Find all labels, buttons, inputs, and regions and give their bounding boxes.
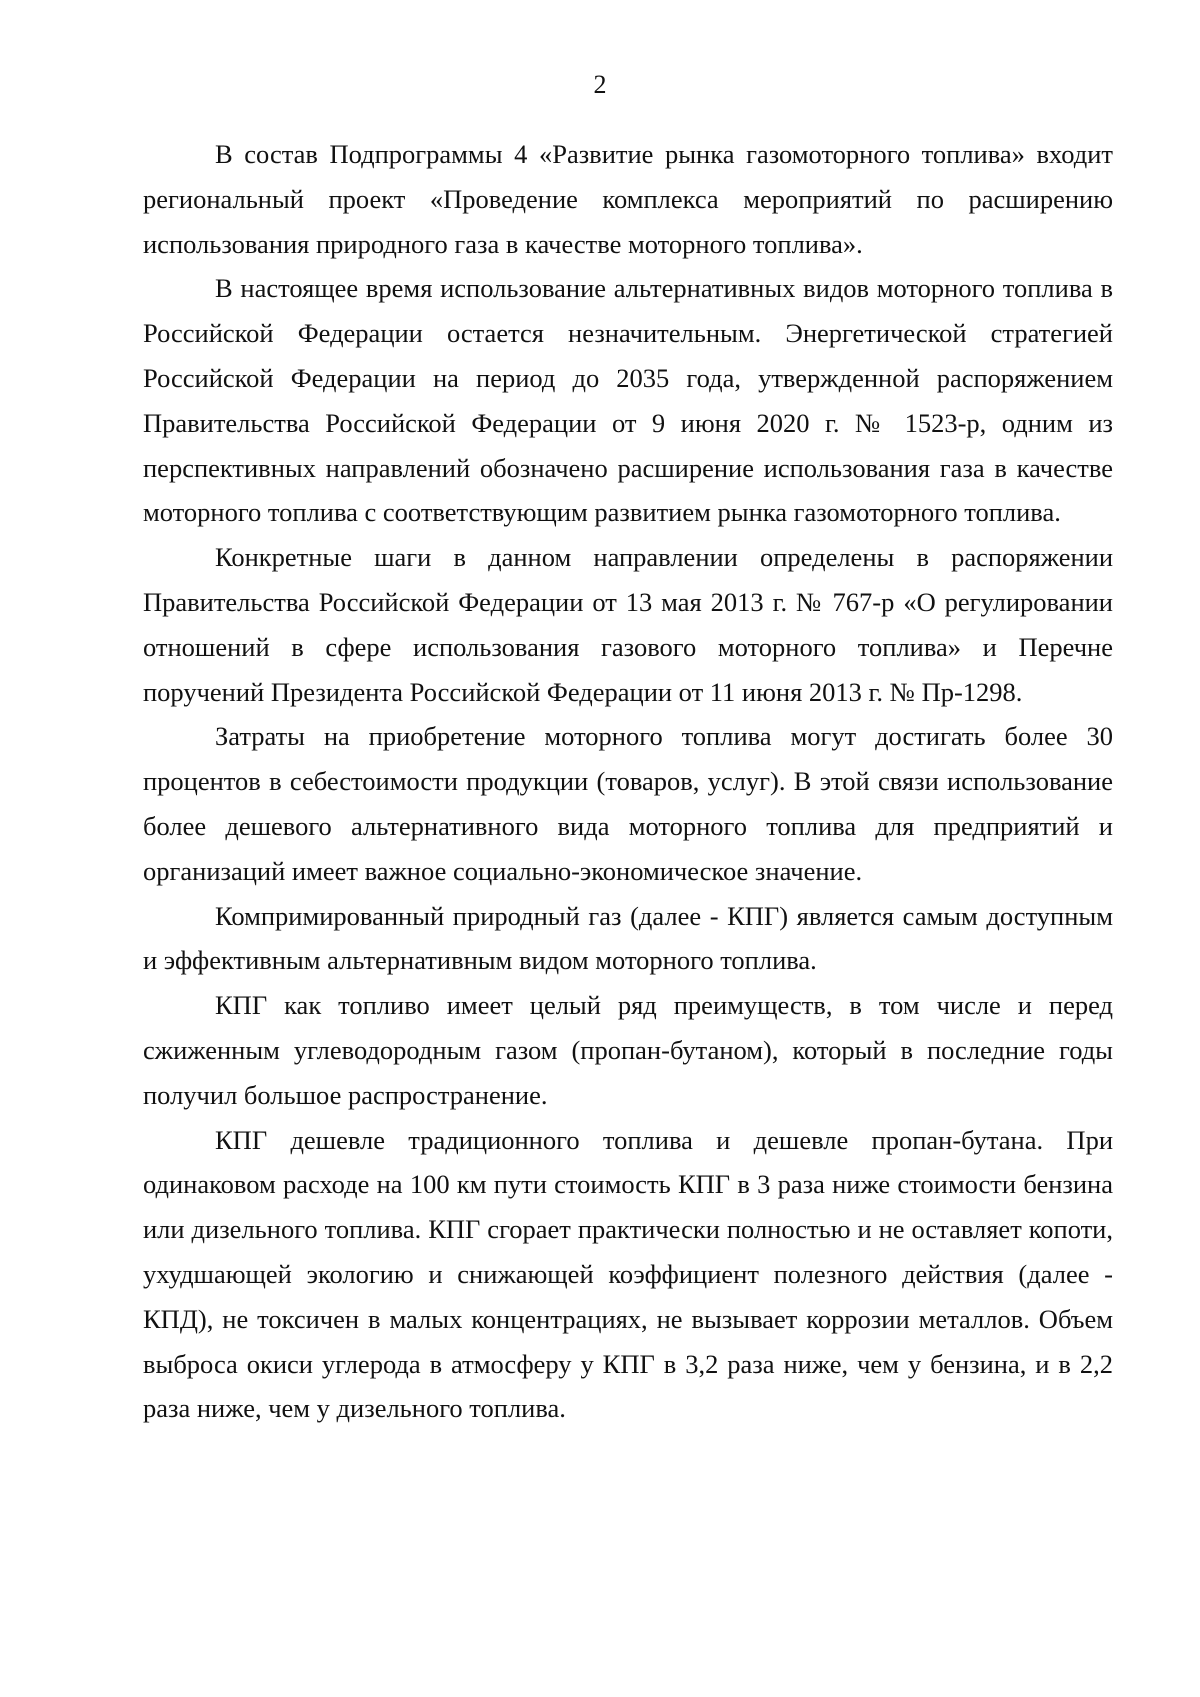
paragraph-subprogram-composition: В состав Подпрограммы 4 «Развитие рынка газомоторного топлива» входит региональный проект «Проведение комплекса мероприятий по расширению использования природного газа в качестве моторного топлива». (143, 139, 1113, 259)
paragraph-fuel-costs: Затраты на приобретение моторного топлива могут достигать более 30 процентов в себестоимости продукции (товаров, услуг). В этой связи использование более дешевого альтернативного вида моторного топлива для предприятий и организаций имеет важное социально-экономическое значение. (143, 721, 1113, 886)
document-body (143, 132, 1113, 1431)
page-number: 2 (593, 70, 607, 99)
paragraph-cng-definition: Компримированный природный газ (далее - КПГ) является самым доступным и эффективным альтернативным видом моторного топлива. (143, 900, 1113, 976)
paragraph-cng-economics: КПГ дешевле традиционного топлива и дешевле пропан-бутана. При одинаковом расходе на 100 км пути стоимость КПГ в 3 раза ниже стоимости бензина или дизельного топлива. КПГ сгорает практически полностью и не оставляет копоти, ухудшающей экологию и снижающей коэффициент полезного действия (далее - КПД), не токсичен в малых концентрациях, не вызывает коррозии металлов. Объем выброса окиси углерода в атмосферу у КПГ в 3,2 раза ниже, чем у бензина, и в 2,2 раза ниже, чем у дизельного топлива. (143, 1124, 1113, 1424)
paragraph-government-orders: Конкретные шаги в данном направлении определены в распоряжении Правительства Российской Федерации от 13 мая 2013 г. № 767-р «О регулировании отношений в сфере использования газового моторного топлива» и Перечне поручений Президента Российской Федерации от 11 июня 2013 г. № Пр-1298. (143, 542, 1113, 707)
paragraph-energy-strategy: В настоящее время использование альтернативных видов моторного топлива в Российской Федерации остается незначительным. Энергетической стратегией Российской Федерации на период до 2035 года, утвержденной распоряжением Правительства Российской Федерации от 9 июня 2020 г. № 1523-р, одним из перспективных направлений обозначено расширение использования газа в качестве моторного топлива с соответствующим развитием рынка газомоторного топлива. (143, 273, 1113, 528)
paragraph-cng-advantages: КПГ как топливо имеет целый ряд преимуществ, в том числе и перед сжиженным углеводородным газом (пропан-бутаном), который в последние годы получил большое распространение. (143, 990, 1113, 1110)
